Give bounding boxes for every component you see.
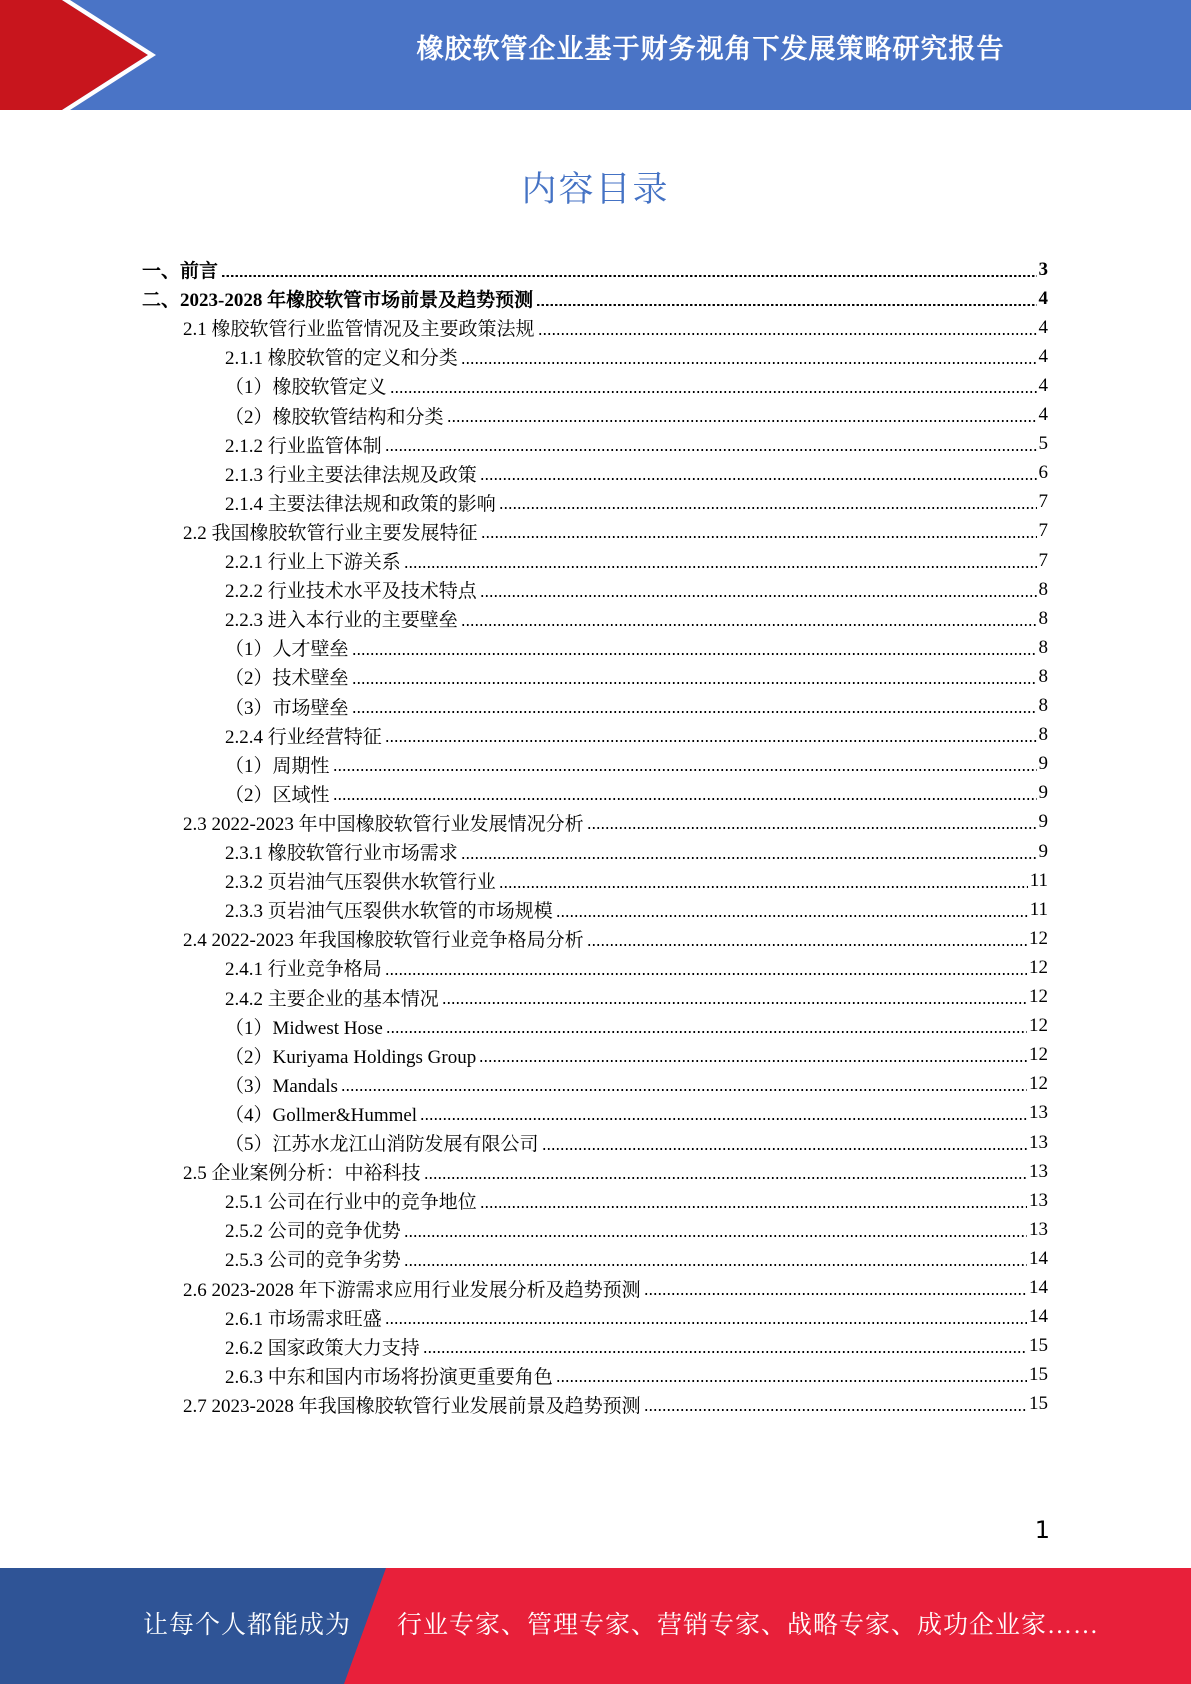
- toc-dot-leader: [221, 275, 1036, 277]
- toc-entry[interactable]: [142, 370, 1048, 401]
- toc-dot-leader: [390, 391, 1037, 393]
- toc-entry[interactable]: [142, 458, 1048, 489]
- toc-entry-label: 2.1.1 橡胶软管的定义和分类: [225, 348, 458, 370]
- toc-entry-page: 4: [1038, 404, 1048, 425]
- toc-dot-leader: [538, 333, 1037, 335]
- toc-entry-page: 7: [1038, 520, 1048, 542]
- toc-entry-label: 2.1.2 行业监管体制: [225, 435, 382, 457]
- toc-entry[interactable]: [142, 836, 1048, 867]
- toc-entry-label: （3）市场壁垒: [225, 697, 349, 719]
- toc-entry[interactable]: [142, 1273, 1048, 1304]
- toc-entry-page: 13: [1029, 1189, 1048, 1211]
- toc-entry[interactable]: [142, 254, 1048, 285]
- toc-entry-page: 8: [1038, 695, 1048, 716]
- toc-entry[interactable]: [142, 1040, 1048, 1071]
- toc-dot-leader: [352, 711, 1037, 713]
- toc-entry-label: 2.1.4 主要法律法规和政策的影响: [225, 493, 496, 515]
- toc-entry[interactable]: [142, 1360, 1048, 1391]
- toc-entry-label: 2.5 企业案例分析：中裕科技: [183, 1163, 421, 1185]
- toc-entry-page: 12: [1029, 1073, 1048, 1095]
- toc-entry-label: 2.1.3 行业主要法律法规及政策: [225, 464, 477, 486]
- toc-entry-page: 14: [1029, 1247, 1048, 1269]
- toc-dot-leader: [404, 566, 1037, 568]
- toc-dot-leader: [556, 1380, 1027, 1382]
- report-title: 橡胶软管企业基于财务视角下发展策略研究报告: [416, 34, 1005, 65]
- page-number: 1: [1034, 1516, 1050, 1544]
- toc-dot-leader: [480, 1206, 1027, 1208]
- toc-dot-leader: [499, 507, 1037, 509]
- toc-entry-label: 2.5.2 公司的竞争优势: [225, 1221, 401, 1243]
- toc-entry[interactable]: [142, 312, 1048, 343]
- toc-entry-page: 12: [1029, 1044, 1048, 1066]
- toc-entry-label: 2.3.3 页岩油气压裂供水软管的市场规模: [225, 901, 553, 923]
- toc-entry-page: 13: [1029, 1131, 1048, 1153]
- toc-entry-label: （1）人才壁垒: [225, 639, 349, 661]
- toc-entry[interactable]: [142, 516, 1048, 547]
- toc-entry-label: （1）Midwest Hose: [225, 1017, 383, 1039]
- toc-entry-page: 13: [1029, 1218, 1048, 1240]
- toc-entry-label: 2.3 2022-2023 年中国橡胶软管行业发展情况分析: [183, 813, 584, 835]
- toc-dot-leader: [447, 420, 1037, 422]
- toc-entry-page: 8: [1038, 636, 1048, 658]
- toc-entry-page: 12: [1029, 927, 1048, 949]
- toc-entry[interactable]: [142, 1302, 1048, 1333]
- toc-entry[interactable]: [142, 1098, 1048, 1129]
- toc-entry[interactable]: [142, 952, 1048, 983]
- toc-entry[interactable]: [142, 720, 1048, 751]
- toc-entry-label: 2.7 2023-2028 年我国橡胶软管行业发展前景及趋势预测: [183, 1395, 641, 1417]
- toc-entry-label: （4）Gollmer&Hummel: [225, 1104, 418, 1126]
- toc-dot-leader: [333, 769, 1037, 771]
- toc-entry[interactable]: [142, 1069, 1048, 1100]
- toc-entry-label: （1）橡胶软管定义: [225, 377, 387, 399]
- toc-entry-label: （2）Kuriyama Holdings Group: [225, 1046, 477, 1068]
- toc-entry-label: （2）区域性: [225, 784, 330, 806]
- toc-dot-leader: [420, 1118, 1027, 1120]
- toc-entry-page: 11: [1029, 869, 1048, 891]
- toc-entry[interactable]: [142, 1185, 1048, 1216]
- toc-dot-leader: [333, 798, 1037, 800]
- toc-dot-leader: [461, 857, 1037, 859]
- toc-entry[interactable]: [142, 1156, 1048, 1187]
- toc-entry-label: 2.2.4 行业经营特征: [225, 726, 382, 748]
- toc-entry[interactable]: [142, 603, 1048, 634]
- toc-entry-label: （2）技术壁垒: [225, 668, 349, 690]
- toc-entry-label: 一、前言: [142, 261, 219, 282]
- toc-heading: 内容目录: [521, 170, 670, 210]
- toc-entry-label: 二、2023-2028 年橡胶软管市场前景及趋势预测: [142, 290, 534, 312]
- toc-entry-label: 2.6.2 国家政策大力支持: [225, 1337, 420, 1359]
- toc-entry-label: 2.6.1 市场需求旺盛: [225, 1308, 382, 1330]
- toc-entry[interactable]: [142, 1243, 1048, 1274]
- toc-entry-page: 4: [1038, 345, 1048, 367]
- toc-entry[interactable]: [142, 574, 1048, 605]
- toc-entry-label: 2.2.2 行业技术水平及技术特点: [225, 581, 477, 603]
- toc-dot-leader: [461, 624, 1037, 626]
- toc-dot-leader: [404, 1264, 1027, 1266]
- toc-entry-label: （5）江苏水龙江山消防发展有限公司: [225, 1134, 539, 1155]
- toc-entry-page: 12: [1029, 986, 1048, 1007]
- toc-entry[interactable]: [142, 749, 1048, 780]
- toc-dot-leader: [404, 1235, 1027, 1237]
- toc-entry-label: 2.2 我国橡胶软管行业主要发展特征: [183, 522, 478, 544]
- toc-entry[interactable]: [142, 661, 1048, 692]
- footer-slogan-right: 行业专家、管理专家、营销专家、战略专家、成功企业家……: [397, 1612, 1100, 1639]
- toc-dot-leader: [461, 362, 1037, 364]
- toc-dot-leader: [385, 1322, 1027, 1324]
- toc-entry-page: 7: [1038, 549, 1048, 571]
- toc-entry-page: 8: [1038, 724, 1048, 746]
- toc-dot-leader: [480, 478, 1037, 480]
- toc-dot-leader: [352, 653, 1037, 655]
- toc-entry-page: 14: [1029, 1277, 1048, 1298]
- toc-entry[interactable]: [142, 865, 1048, 896]
- toc-entry-page: 7: [1038, 491, 1048, 513]
- toc-entry-page: 6: [1038, 462, 1048, 484]
- toc-entry[interactable]: [142, 894, 1048, 925]
- toc-entry-page: 9: [1038, 782, 1048, 804]
- toc-entry-label: 2.5.3 公司的竞争劣势: [225, 1250, 401, 1272]
- toc-entry-page: 8: [1038, 665, 1048, 687]
- toc-entry[interactable]: [142, 1214, 1048, 1245]
- toc-entry[interactable]: [142, 778, 1048, 809]
- toc-entry[interactable]: [142, 1389, 1048, 1420]
- toc-entry-page: 13: [1029, 1102, 1048, 1124]
- toc-entry-page: 4: [1038, 316, 1048, 338]
- toc-entry-label: 2.4.1 行业竞争格局: [225, 959, 382, 981]
- toc-entry-page: 8: [1038, 578, 1048, 600]
- toc-entry-label: 2.3.1 橡胶软管行业市场需求: [225, 843, 458, 864]
- toc-entry-page: 8: [1038, 607, 1048, 629]
- toc-entry-label: 2.6.3 中东和国内市场将扮演更重要角色: [225, 1366, 553, 1388]
- toc-entry[interactable]: [142, 923, 1048, 954]
- toc-dot-leader: [480, 595, 1037, 597]
- toc-entry[interactable]: [142, 545, 1048, 576]
- toc-dot-leader: [341, 1089, 1027, 1091]
- toc-entry[interactable]: [142, 632, 1048, 663]
- toc-entry-page: 15: [1029, 1364, 1048, 1386]
- toc-entry-label: 2.4 2022-2023 年我国橡胶软管行业竞争格局分析: [183, 930, 584, 952]
- toc-entry[interactable]: [142, 283, 1048, 314]
- toc-entry-label: （3）Mandals: [225, 1075, 338, 1097]
- toc-entry-page: 15: [1029, 1393, 1048, 1415]
- page-header: [0, 0, 1191, 110]
- toc-entry-page: 12: [1029, 1015, 1048, 1037]
- toc-dot-leader: [587, 827, 1037, 829]
- toc-dot-leader: [556, 915, 1028, 917]
- toc-entry-label: 2.3.2 页岩油气压裂供水软管行业: [225, 872, 496, 894]
- toc-dot-leader: [536, 304, 1036, 306]
- toc-entry-label: 2.5.1 公司在行业中的竞争地位: [225, 1192, 477, 1214]
- toc-entry[interactable]: [142, 691, 1048, 722]
- toc-entry[interactable]: [142, 807, 1048, 838]
- page-footer: [0, 1568, 1191, 1684]
- toc-dot-leader: [385, 740, 1037, 742]
- toc-dot-leader: [385, 973, 1027, 975]
- toc-entry-page: 4: [1038, 287, 1048, 309]
- toc-entry-page: 14: [1029, 1306, 1048, 1328]
- toc-entry[interactable]: [142, 1127, 1048, 1158]
- toc-entry-page: 9: [1038, 840, 1048, 862]
- toc-entry-label: （1）周期性: [225, 755, 330, 777]
- toc-dot-leader: [423, 1351, 1027, 1353]
- footer-slogan-left: 让每个人都能成为: [143, 1612, 352, 1639]
- toc-entry-page: 9: [1038, 753, 1048, 775]
- toc-entry-page: 15: [1029, 1335, 1048, 1357]
- toc-entry-page: 13: [1029, 1160, 1048, 1182]
- toc-entry[interactable]: [142, 1331, 1048, 1362]
- toc-entry-label: （2）橡胶软管结构和分类: [225, 406, 444, 428]
- toc-entry[interactable]: [142, 341, 1048, 372]
- toc-dot-leader: [542, 1148, 1027, 1150]
- toc-dot-leader: [481, 536, 1037, 538]
- toc-dot-leader: [385, 449, 1037, 451]
- toc-entry-label: 2.6 2023-2028 年下游需求应用行业发展分析及趋势预测: [183, 1279, 641, 1301]
- toc-dot-leader: [386, 1031, 1027, 1033]
- toc-entry[interactable]: [142, 400, 1048, 431]
- toc-entry-page: 12: [1029, 956, 1048, 978]
- toc-entry[interactable]: [142, 487, 1048, 518]
- toc-dot-leader: [424, 1177, 1027, 1179]
- toc-entry-label: 2.4.2 主要企业的基本情况: [225, 988, 439, 1010]
- toc-dot-leader: [499, 886, 1028, 888]
- toc-entry-label: 2.2.3 进入本行业的主要壁垒: [225, 610, 458, 632]
- toc-dot-leader: [644, 1293, 1027, 1295]
- toc-entry-page: 4: [1038, 374, 1048, 396]
- toc-dot-leader: [644, 1409, 1027, 1411]
- toc-dot-leader: [587, 944, 1027, 946]
- toc-entry-page: 3: [1038, 258, 1048, 280]
- toc-dot-leader: [442, 1002, 1027, 1004]
- toc-entry-label: 2.1 橡胶软管行业监管情况及主要政策法规: [183, 319, 535, 341]
- toc-entry-label: 2.2.1 行业上下游关系: [225, 552, 401, 573]
- toc-dot-leader: [352, 682, 1037, 684]
- toc-entry[interactable]: [142, 1011, 1048, 1042]
- toc-entry-page: 9: [1038, 811, 1048, 833]
- toc-entry-page: 5: [1038, 433, 1048, 455]
- toc-entry[interactable]: [142, 429, 1048, 460]
- toc-entry-page: 11: [1029, 898, 1048, 920]
- toc-entry[interactable]: [142, 982, 1048, 1013]
- toc-dot-leader: [479, 1060, 1027, 1062]
